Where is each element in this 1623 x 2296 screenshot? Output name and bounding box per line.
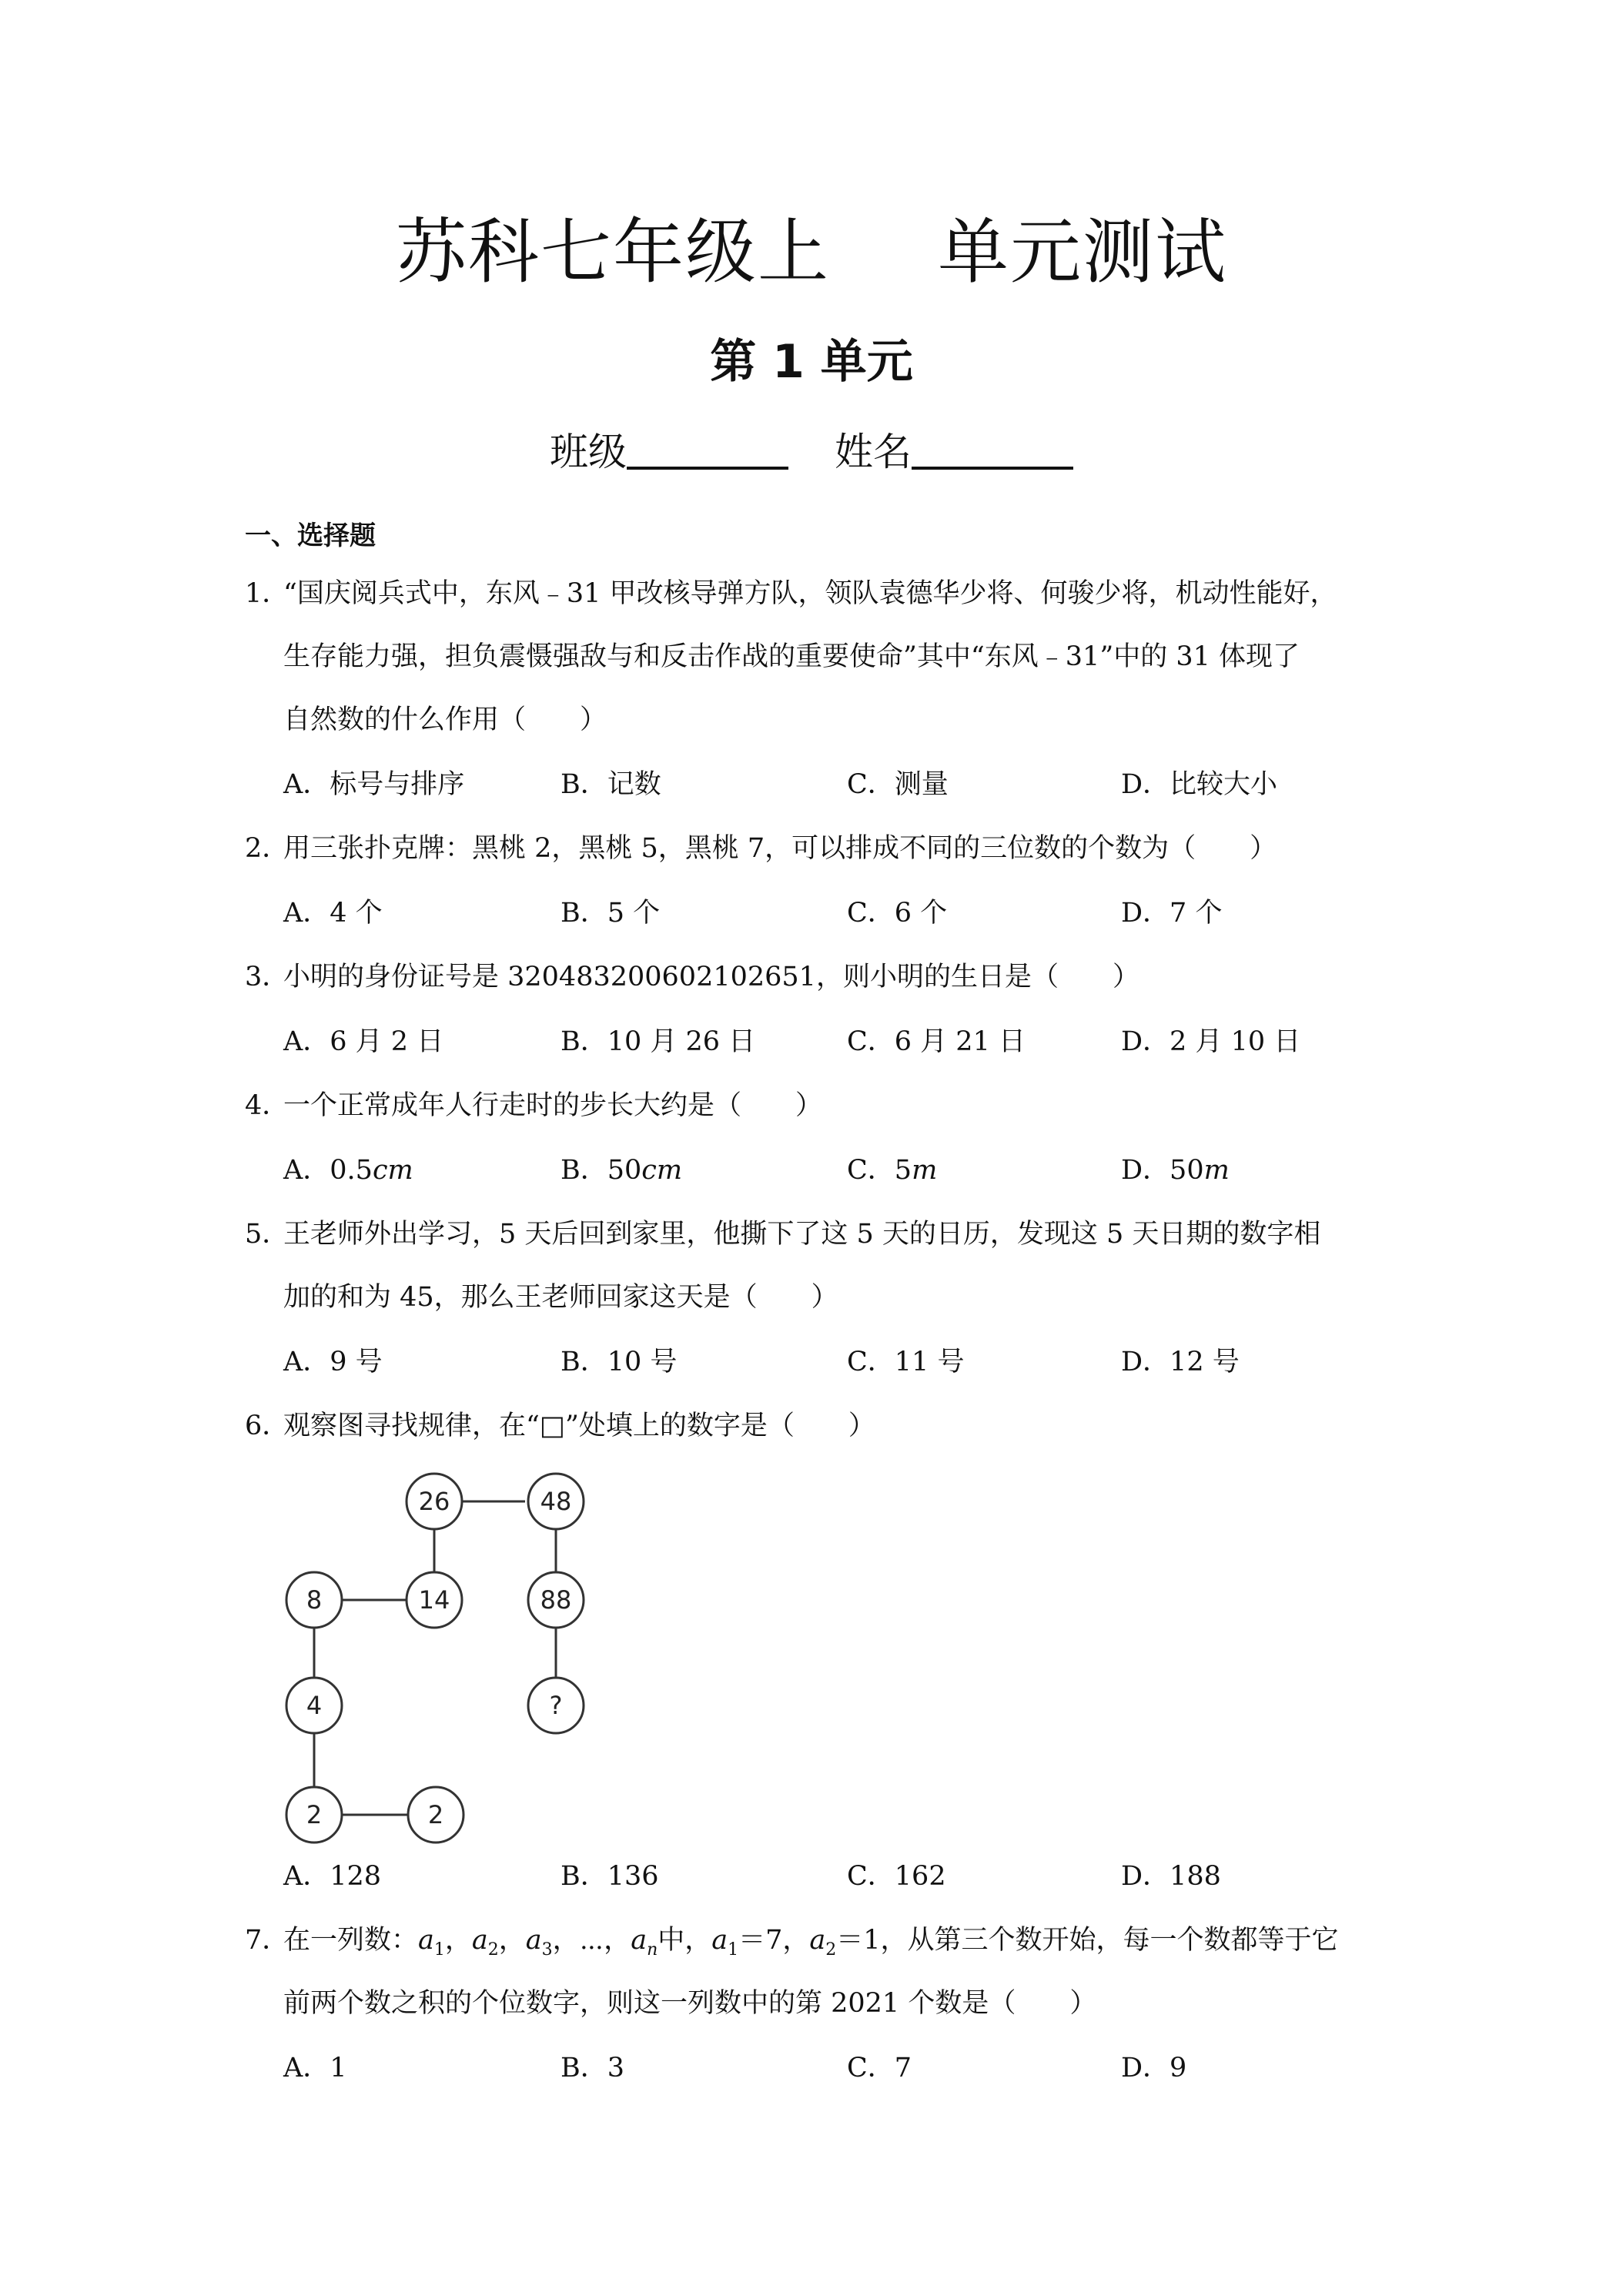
question-1-line-3: 自然数的什么作用（ ） [283, 705, 607, 735]
q7-a1-var: a [418, 1925, 434, 1956]
question-7-number: 7． [245, 1925, 289, 1956]
question-4-option-a-unit: cm [372, 1155, 413, 1186]
question-7-option-c[interactable]: C．7 [847, 2053, 912, 2083]
question-6-option-d[interactable]: D．188 [1121, 1861, 1221, 1892]
question-4-line-1: 一个正常成年人行走时的步长大约是（ ） [283, 1090, 823, 1121]
question-7-option-d[interactable]: D．9 [1121, 2053, 1187, 2083]
question-2-line-1: 用三张扑克牌：黑桃 2，黑桃 5，黑桃 7，可以排成不同的三位数的个数为（ ） [283, 833, 1277, 864]
q7-a2-sub: 2 [487, 1940, 499, 1960]
question-1-line-2: 生存能力强，担负震慑强敌与和反击作战的重要使命”其中“东风﹣31”中的 31 体现了 [283, 641, 1300, 672]
question-1-option-b[interactable]: B．记数 [561, 769, 661, 800]
pattern-figure [277, 1459, 601, 1852]
q7-a3-var: a [525, 1925, 542, 1956]
question-4-option-d[interactable] [1121, 1157, 1230, 1184]
question-6-option-b[interactable]: B．136 [561, 1861, 659, 1892]
page-title [0, 211, 1623, 293]
question-4-option-a-label: A．0.5 [283, 1155, 373, 1186]
title-right: 单元测试 [938, 211, 1228, 293]
question-6-line-1: 观察图寻找规律，在“□”处填上的数字是（ ） [283, 1411, 875, 1441]
unit-subtitle: 第 1 单元 [710, 335, 913, 389]
q7-mid: 中， [658, 1925, 712, 1956]
question-4-option-c[interactable] [847, 1157, 937, 1184]
question-4-option-b-unit: cm [641, 1155, 683, 1186]
q7-prefix: 在一列数： [283, 1925, 419, 1956]
q7-a2-var: a [471, 1925, 488, 1956]
question-4-option-a[interactable] [283, 1157, 413, 1184]
question-5-option-b[interactable]: B．10 号 [561, 1347, 678, 1377]
question-4-number: 4． [245, 1090, 289, 1121]
node-label-26: 26 [418, 1487, 450, 1516]
node-label-q: ? [549, 1691, 563, 1720]
name-blank[interactable] [912, 431, 1073, 470]
question-6-option-c[interactable]: C．162 [847, 1861, 946, 1892]
node-label-4: 4 [306, 1691, 323, 1720]
question-5-option-c[interactable]: C．11 号 [847, 1347, 965, 1377]
question-5-option-a[interactable]: A．9 号 [283, 1347, 383, 1377]
question-3-option-d[interactable]: D．2 月 10 日 [1121, 1026, 1301, 1057]
question-3-option-a[interactable]: A．6 月 2 日 [283, 1026, 444, 1057]
question-4-option-c-unit: m [912, 1155, 938, 1186]
node-label-2b: 2 [427, 1800, 444, 1829]
section-heading: 一、选择题 [245, 520, 376, 551]
q7-an-var: a [631, 1925, 648, 1956]
q7-eq1: ＝7， [738, 1925, 810, 1956]
q7-eq2-var: a [809, 1925, 826, 1956]
question-7-option-b[interactable]: B．3 [561, 2053, 624, 2083]
question-5-line-2: 加的和为 45，那么王老师回家这天是（ ） [283, 1282, 838, 1313]
question-2-option-c[interactable]: C．6 个 [847, 898, 948, 929]
question-4-option-b[interactable] [561, 1157, 682, 1184]
q7-eq1-var: a [711, 1925, 728, 1956]
question-1-option-d[interactable]: D．比较大小 [1121, 769, 1278, 800]
question-1-option-a[interactable]: A．标号与排序 [283, 769, 465, 800]
question-2-number: 2． [245, 833, 289, 864]
question-7-line-1: 在一列数：$a_1$，$a_2$，$a_3$，⋯，$a_n$中，$a_1=7$，$a_2=1$，从第三个数开始，每一个数都等于它 [283, 1925, 1339, 1960]
node-label-14: 14 [418, 1585, 450, 1615]
q7-dots: ，⋯， [552, 1925, 631, 1956]
question-2-option-b[interactable]: B．5 个 [561, 898, 661, 929]
question-3-option-b[interactable]: B．10 月 26 日 [561, 1026, 756, 1057]
question-7-option-a[interactable]: A．1 [283, 2053, 347, 2083]
q7-a3-sub: 3 [541, 1940, 553, 1960]
class-name-line [0, 430, 1623, 474]
question-5-option-d[interactable]: D．12 号 [1121, 1347, 1240, 1377]
node-label-48: 48 [540, 1487, 572, 1516]
name-label: 姓名 [835, 430, 912, 474]
node-label-8: 8 [306, 1585, 323, 1615]
node-label-88: 88 [540, 1585, 572, 1615]
class-label: 班级 [550, 430, 627, 474]
question-5-line-1: 王老师外出学习，5 天后回到家里，他撕下了这 5 天的日历，发现这 5 天日期的数字相 [283, 1219, 1321, 1250]
title-left: 苏科七年级上 [395, 211, 830, 293]
question-1-option-c[interactable]: C．测量 [847, 769, 949, 800]
q7-an-sub: n [647, 1940, 658, 1960]
question-7-line-2: 前两个数之积的个位数字，则这一列数中的第 2021 个数是（ ） [283, 1988, 1097, 2019]
node-label-2a: 2 [306, 1800, 323, 1829]
question-4-option-c-label: C．5 [847, 1155, 912, 1186]
question-5-number: 5． [245, 1219, 289, 1250]
question-2-option-a[interactable]: A．4 个 [283, 898, 383, 929]
class-blank[interactable] [627, 431, 788, 470]
question-4-option-d-label: D．50 [1121, 1155, 1204, 1186]
q7-eq2: ＝1，从第三个数开始，每一个数都等于它 [836, 1925, 1339, 1956]
question-4-option-d-unit: m [1203, 1155, 1230, 1186]
question-1-line-1: “国庆阅兵式中，东风﹣31 甲改核导弹方队，领队袁德华少将、何骏少将，机动性能好， [283, 578, 1337, 609]
question-4-option-b-label: B．50 [561, 1155, 642, 1186]
question-3-option-c[interactable]: C．6 月 21 日 [847, 1026, 1026, 1057]
question-6-option-a[interactable]: A．128 [283, 1861, 382, 1892]
q7-a1-sub: 1 [433, 1940, 445, 1960]
question-2-option-d[interactable]: D．7 个 [1121, 898, 1223, 929]
q7-eq1-sub: 1 [728, 1940, 739, 1960]
question-1-number: 1． [245, 578, 289, 609]
q7-eq2-sub: 2 [825, 1940, 837, 1960]
question-6-number: 6． [245, 1411, 289, 1441]
question-3-number: 3． [245, 962, 289, 992]
question-3-line-1: 小明的身份证号是 320483200602102651，则小明的生日是（ ） [283, 962, 1139, 992]
